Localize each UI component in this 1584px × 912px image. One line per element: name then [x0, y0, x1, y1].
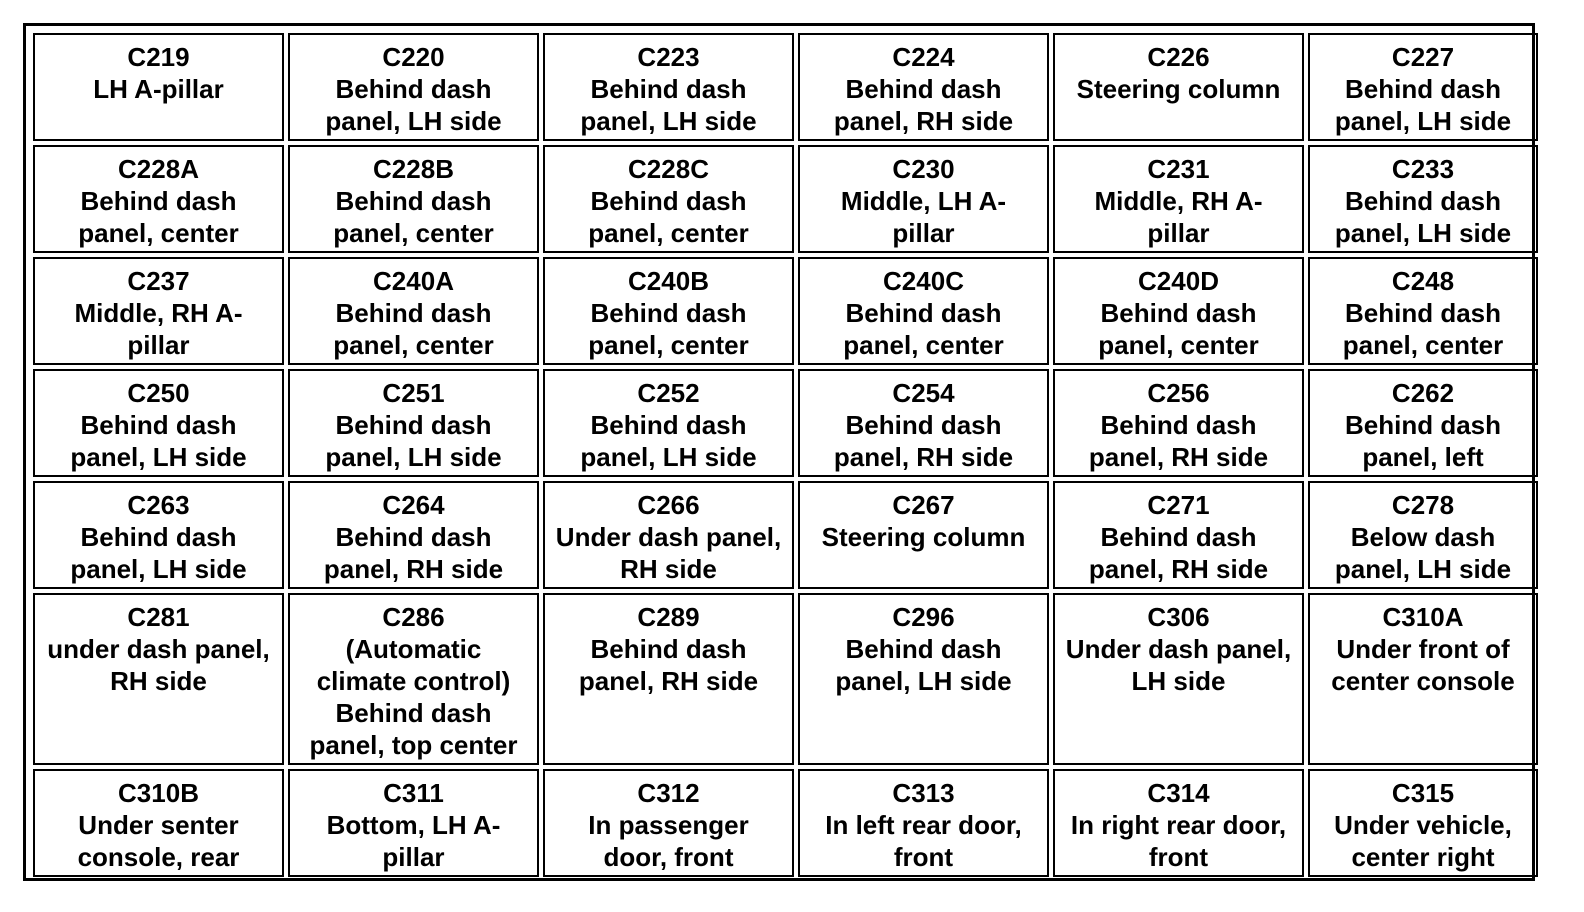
- connector-code: C237: [127, 266, 190, 296]
- connector-location: Middle, RH A- pillar: [1094, 186, 1263, 248]
- connector-code: C226: [1147, 42, 1210, 72]
- connector-location: Behind dash panel, center: [1098, 298, 1259, 360]
- connector-location: Behind dash panel, center: [1342, 298, 1504, 360]
- connector-cell: [1053, 33, 1304, 141]
- connector-location: Behind dash panel, LH side: [70, 522, 247, 584]
- connector-location: Behind dash panel, center: [78, 186, 239, 248]
- connector-cell: [798, 33, 1049, 141]
- connector-code: C281: [127, 602, 190, 632]
- connector-location: Behind dash panel, RH side: [1088, 522, 1269, 584]
- connector-location: Behind dash panel, RH side: [833, 410, 1014, 472]
- connector-location: Steering column: [821, 522, 1026, 552]
- connector-location: Under senter console, rear: [77, 810, 240, 872]
- connector-location: Steering column: [1076, 74, 1281, 104]
- connector-cell: [33, 33, 284, 141]
- connector-cell: [33, 369, 284, 477]
- connector-location: In left rear door, front: [825, 810, 1022, 872]
- connector-cell: [543, 769, 794, 877]
- connector-code: C312: [637, 778, 700, 808]
- connector-location: Behind dash panel, center: [588, 298, 749, 360]
- connector-code: C263: [127, 490, 190, 520]
- connector-cell: [1053, 257, 1304, 365]
- connector-code: C254: [892, 378, 955, 408]
- connector-location: Behind dash panel, center: [843, 298, 1004, 360]
- connector-code: C313: [892, 778, 955, 808]
- connector-code: C310B: [118, 778, 199, 808]
- connector-code: C228B: [373, 154, 454, 184]
- connector-location: Middle, LH A- pillar: [840, 186, 1007, 248]
- connector-cell: [798, 257, 1049, 365]
- connector-code: C228A: [118, 154, 199, 184]
- connector-location: Middle, RH A- pillar: [74, 298, 243, 360]
- connector-location: Behind dash panel, LH side: [580, 74, 757, 136]
- connector-location: Behind dash panel, center: [333, 186, 494, 248]
- connector-location: Behind dash panel, RH side: [578, 634, 759, 696]
- connector-code: C248: [1391, 266, 1455, 296]
- connector-location: Behind dash panel, RH side: [1088, 410, 1269, 472]
- connector-grid: [31, 31, 1527, 873]
- connector-cell: [798, 769, 1049, 877]
- connector-code: C240A: [373, 266, 454, 296]
- connector-cell: [1308, 257, 1538, 365]
- connector-cell: [288, 145, 539, 253]
- connector-cell: [543, 33, 794, 141]
- connector-cell: [1053, 593, 1304, 765]
- connector-table: [23, 23, 1535, 881]
- connector-code: C278: [1391, 490, 1455, 520]
- connector-code: C224: [892, 42, 955, 72]
- connector-cell: [798, 369, 1049, 477]
- connector-location: Behind dash panel, center: [588, 186, 749, 248]
- connector-cell: [33, 145, 284, 253]
- connector-code: C314: [1147, 778, 1210, 808]
- connector-code: C231: [1147, 154, 1210, 184]
- connector-location: Behind dash panel, LH side: [325, 410, 502, 472]
- connector-code: C220: [382, 42, 445, 72]
- connector-location: (Automatic climate control) Behind dash panel, top center: [309, 634, 518, 760]
- connector-cell: [288, 593, 539, 765]
- connector-cell: [288, 33, 539, 141]
- connector-code: C286: [382, 602, 445, 632]
- connector-code: C267: [892, 490, 955, 520]
- connector-location: Behind dash panel, LH side: [580, 410, 757, 472]
- connector-location: In passenger door, front: [588, 810, 749, 872]
- connector-cell: [1308, 369, 1538, 477]
- connector-location: under dash panel, RH side: [47, 634, 270, 696]
- connector-cell: [798, 481, 1049, 589]
- connector-cell: [543, 481, 794, 589]
- connector-cell: [1053, 369, 1304, 477]
- connector-cell: [1308, 593, 1538, 765]
- connector-code: C289: [637, 602, 700, 632]
- connector-code: C240D: [1138, 266, 1219, 296]
- connector-code: C296: [892, 602, 955, 632]
- connector-cell: [1053, 481, 1304, 589]
- connector-code: C223: [637, 42, 700, 72]
- connector-location: Behind dash panel, LH side: [1334, 186, 1512, 248]
- connector-cell: [288, 257, 539, 365]
- connector-location: Under dash panel, LH side: [1065, 634, 1292, 696]
- connector-code: C266: [637, 490, 700, 520]
- connector-code: C311: [383, 778, 444, 808]
- connector-location: LH A-pillar: [93, 74, 224, 104]
- connector-location: Behind dash panel, RH side: [833, 74, 1014, 136]
- connector-cell: [1053, 769, 1304, 877]
- connector-location: Under vehicle, center right: [1334, 810, 1512, 872]
- connector-cell: [1053, 145, 1304, 253]
- connector-location: Behind dash panel, left: [1344, 410, 1501, 472]
- connector-code: C240C: [883, 266, 964, 296]
- connector-location: Behind dash panel, RH side: [323, 522, 504, 584]
- connector-code: C240B: [628, 266, 709, 296]
- connector-cell: [1308, 481, 1538, 589]
- connector-code: C256: [1147, 378, 1210, 408]
- connector-code: C252: [637, 378, 700, 408]
- connector-code: C219: [127, 42, 190, 72]
- connector-cell: [33, 481, 284, 589]
- connector-code: C306: [1147, 602, 1210, 632]
- connector-cell: [543, 369, 794, 477]
- connector-code: C271: [1147, 490, 1210, 520]
- connector-cell: [33, 257, 284, 365]
- connector-code: C264: [382, 490, 445, 520]
- connector-cell: [798, 593, 1049, 765]
- connector-code: C233: [1391, 154, 1455, 184]
- connector-cell: [798, 145, 1049, 253]
- connector-cell: [1308, 769, 1538, 877]
- connector-location: Below dash panel, LH side: [1334, 522, 1512, 584]
- connector-location: Under dash panel, RH side: [555, 522, 782, 584]
- connector-location: Behind dash panel, LH side: [1334, 74, 1512, 136]
- connector-cell: [543, 145, 794, 253]
- connector-code: C227: [1391, 42, 1455, 72]
- connector-cell: [288, 369, 539, 477]
- connector-code: C315: [1391, 778, 1455, 808]
- connector-code: C228C: [628, 154, 709, 184]
- connector-code: C310A: [1382, 602, 1464, 632]
- connector-cell: [33, 769, 284, 877]
- connector-cell: [33, 593, 284, 765]
- connector-cell: [288, 769, 539, 877]
- connector-location: Under front of center console: [1331, 634, 1515, 696]
- connector-code: C262: [1391, 378, 1455, 408]
- connector-code: C250: [127, 378, 190, 408]
- connector-location: Behind dash panel, center: [333, 298, 494, 360]
- connector-cell: [1308, 145, 1538, 253]
- connector-location: Behind dash panel, LH side: [835, 634, 1012, 696]
- connector-cell: [543, 257, 794, 365]
- connector-location: In right rear door, front: [1070, 810, 1287, 872]
- connector-cell: [1308, 33, 1538, 141]
- connector-location: Bottom, LH A- pillar: [326, 810, 501, 872]
- connector-location: Behind dash panel, LH side: [325, 74, 502, 136]
- connector-cell: [543, 593, 794, 765]
- connector-code: C230: [892, 154, 955, 184]
- connector-cell: [288, 481, 539, 589]
- connector-code: C251: [382, 378, 445, 408]
- connector-location: Behind dash panel, LH side: [70, 410, 247, 472]
